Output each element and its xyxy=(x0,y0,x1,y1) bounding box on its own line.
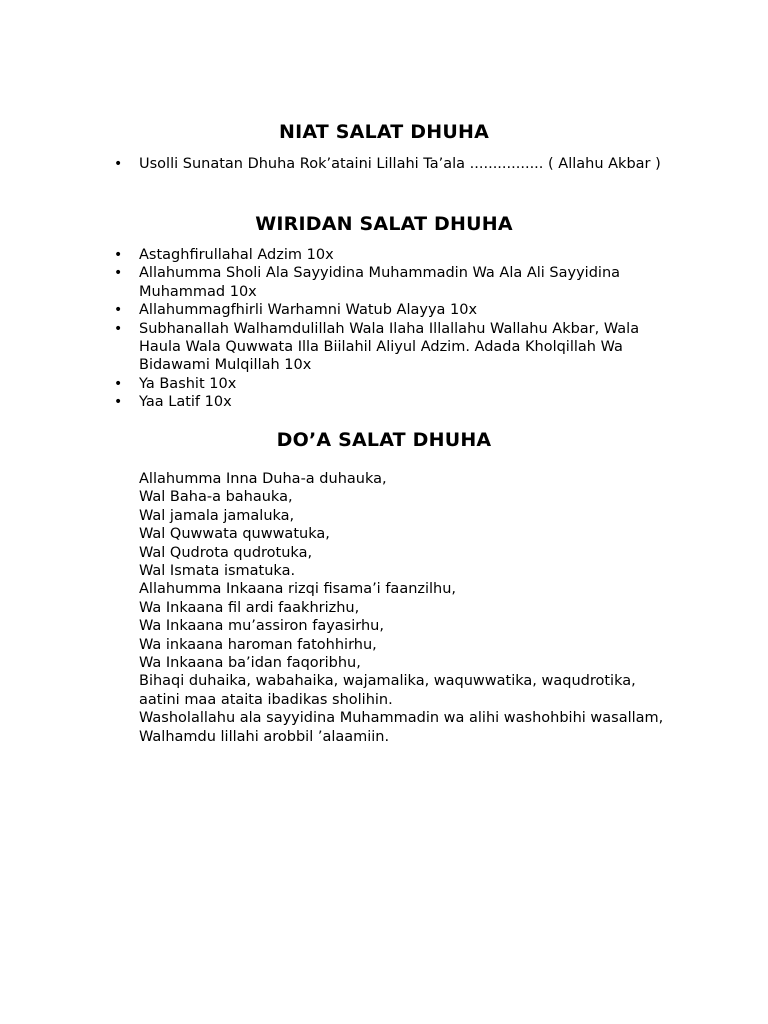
bullet-icon: • xyxy=(114,375,123,392)
list-item-text: Astaghfirullahal Adzim 10x xyxy=(139,247,334,263)
prayer-line: Wal Ismata ismatuka. xyxy=(139,563,296,580)
bullet-icon: • xyxy=(114,394,123,411)
list-item xyxy=(0,264,684,301)
list-item xyxy=(0,246,684,264)
list-item xyxy=(0,155,684,173)
prayer-line: Wal Qudrota qudrotuka, xyxy=(139,544,313,561)
prayer-line: Wa inkaana haroman fatohhirhu, xyxy=(139,636,377,653)
list-item-text: Usolli Sunatan Dhuha Rok’ataini Lillahi Ta’ala ................ ( Allahu Akbar ) xyxy=(139,156,661,172)
prayer-line: Wa Inkaana ba’idan faqoribhu, xyxy=(139,655,361,672)
list-item xyxy=(0,375,684,393)
bullet-icon: • xyxy=(114,156,123,172)
prayer-line: Bihaqi duhaika, wabahaika, wajamalika, waquwwatika, waqudrotika, aatini maa ataita ibadikas sholihin. xyxy=(139,673,636,708)
prayer-line: Wal jamala jamaluka, xyxy=(139,507,295,524)
prayer-line: Wa Inkaana fil ardi faakhrizhu, xyxy=(139,599,360,616)
list-item-text: Yaa Latif 10x xyxy=(139,394,232,411)
prayer-line: Allahumma Inkaana rizqi fisama’i faanzilhu, xyxy=(139,581,457,598)
doa-heading: DO’A SALAT DHUHA xyxy=(276,429,492,451)
prayer-line: Wal Baha-a bahauka, xyxy=(139,489,293,506)
wiridan-heading: WIRIDAN SALAT DHUHA xyxy=(255,213,513,235)
prayer-line: Wa Inkaana mu’assiron fayasirhu, xyxy=(139,618,384,635)
doa-prayer-text xyxy=(139,470,679,746)
niat-list xyxy=(0,155,768,173)
bullet-icon: • xyxy=(114,265,123,282)
prayer-line: Walhamdu lillahi arobbil ’alaamiin. xyxy=(139,728,390,745)
list-item-text: Allahumma Sholi Ala Sayyidina Muhammadin Wa Ala Ali Sayyidina Muhammad 10x xyxy=(139,265,621,300)
wiridan-list xyxy=(0,246,768,412)
list-item xyxy=(0,301,684,319)
list-item xyxy=(0,393,684,411)
list-item-text: Subhanallah Walhamdulillah Wala Ilaha Illallahu Wallahu Akbar, Wala Haula Wala Quwwata Illa Biilahil Aliyul Adzim. Adada Kholqillah Wa Bidawami Mulqillah 10x xyxy=(139,320,640,374)
prayer-line: Wal Quwwata quwwatuka, xyxy=(139,526,330,543)
niat-heading: NIAT SALAT DHUHA xyxy=(279,121,489,143)
prayer-line: Allahumma Inna Duha-a duhauka, xyxy=(139,471,387,487)
list-item xyxy=(0,320,684,375)
bullet-icon: • xyxy=(114,302,123,319)
bullet-icon: • xyxy=(114,247,123,263)
bullet-icon: • xyxy=(114,320,123,337)
list-item-text: Ya Bashit 10x xyxy=(139,375,237,392)
prayer-line: Washolallahu ala sayyidina Muhammadin wa alihi washohbihi wasallam, xyxy=(139,710,664,727)
list-item-text: Allahummagfhirli Warhamni Watub Alayya 10x xyxy=(139,302,478,319)
